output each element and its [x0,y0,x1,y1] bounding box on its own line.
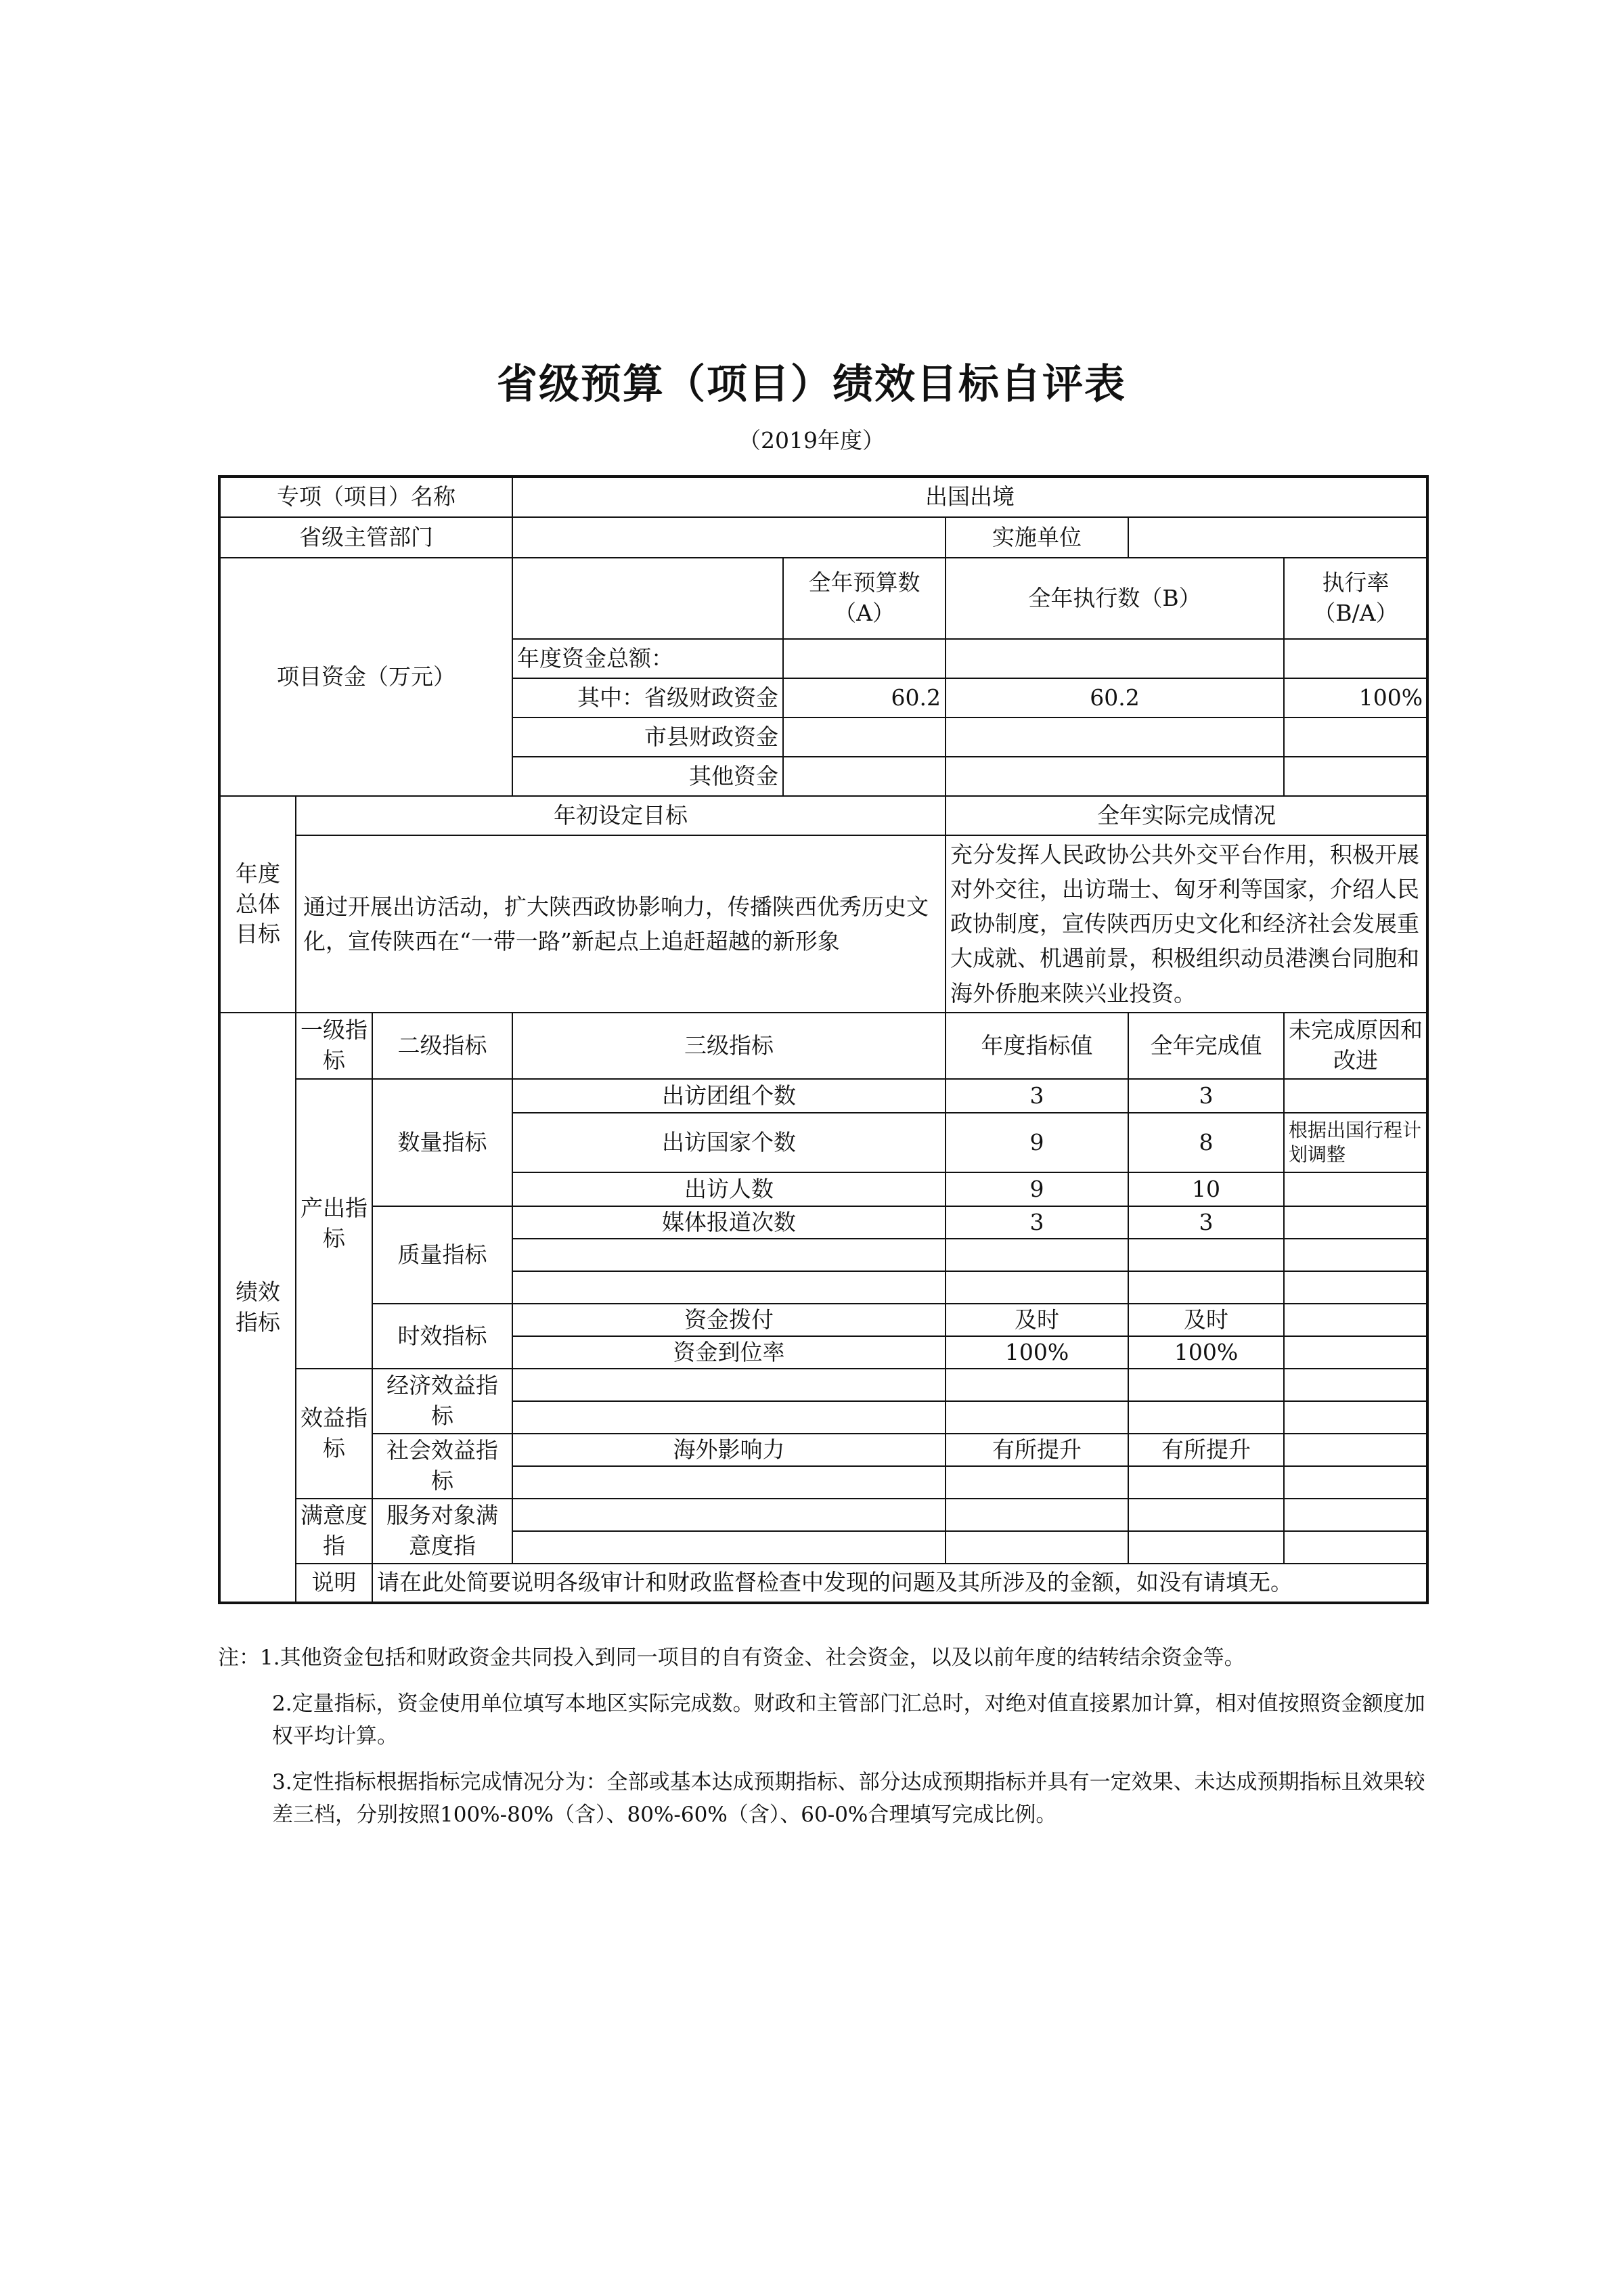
funds-row-rate[interactable]: 100% [1284,678,1427,718]
funds-row-label: 年度资金总额： [512,639,783,678]
funds-row-exec[interactable] [946,718,1284,757]
actual-header: 全年完成值 [1128,1013,1284,1079]
indicator-target[interactable] [946,1369,1128,1401]
level3-header: 三级指标 [512,1013,946,1079]
indicator-reason[interactable] [1284,1304,1427,1336]
funds-row-rate[interactable] [1284,718,1427,757]
indicator-actual[interactable]: 100% [1128,1336,1284,1369]
indicator-name [512,1239,946,1271]
indicator-target[interactable] [946,1531,1128,1564]
impl-unit-label: 实施单位 [946,517,1128,558]
col-rate-header: 执行率（B/A） [1284,558,1427,639]
funds-row-exec[interactable]: 60.2 [946,678,1284,718]
indicator-name [512,1531,946,1564]
indicator-reason[interactable] [1284,1271,1427,1304]
funds-row-exec[interactable] [946,639,1284,678]
indicator-target[interactable] [946,1271,1128,1304]
indicator-target[interactable] [946,1239,1128,1271]
col-budget-header: 全年预算数（A） [783,558,946,639]
service-satisfaction-label: 服务对象满意度指 [372,1499,512,1564]
indicator-target[interactable]: 3 [946,1206,1128,1239]
impl-unit-value[interactable] [1128,517,1427,558]
indicator-reason[interactable] [1284,1531,1427,1564]
indicator-reason[interactable] [1284,1369,1427,1401]
indicator-name [512,1271,946,1304]
reason-header: 未完成原因和改进 [1284,1013,1427,1079]
indicator-name [512,1499,946,1531]
indicator-target[interactable]: 有所提升 [946,1434,1128,1466]
footnote-1: 注：1.其他资金包括和财政资金共同投入到同一项目的自有资金、社会资金，以及以前年度的结转结余资金等。 [218,1646,1245,1670]
page-title: 省级预算（项目）绩效目标自评表 [497,361,1126,408]
indicator-actual[interactable]: 8 [1128,1113,1284,1172]
level2-header: 二级指标 [372,1013,512,1079]
dept-value[interactable] [512,517,946,558]
indicator-target[interactable]: 及时 [946,1304,1128,1336]
set-goal-header: 年初设定目标 [296,796,946,835]
timeliness-indicators-label: 时效指标 [372,1304,512,1369]
funds-row-label: 市县财政资金 [512,718,783,757]
footnotes [218,1641,1429,1845]
output-indicators-label: 产出指标 [296,1079,372,1369]
indicator-actual[interactable]: 3 [1128,1079,1284,1113]
indicator-name: 出访国家个数 [512,1113,946,1172]
footnote-2: 2.定量指标，资金使用单位填写本地区实际完成数。财政和主管部门汇总时，对绝对值直接累加计算，相对值按照资金额度加权平均计算。 [272,1692,1425,1749]
indicator-name [512,1466,946,1499]
indicator-actual[interactable]: 10 [1128,1172,1284,1206]
indicator-name: 媒体报道次数 [512,1206,946,1239]
funds-row-rate[interactable] [1284,757,1427,796]
indicator-actual[interactable]: 3 [1128,1206,1284,1239]
economic-indicators-label: 经济效益指标 [372,1369,512,1434]
indicator-actual[interactable] [1128,1239,1284,1271]
actual-goal-text[interactable]: 充分发挥人民政协公共外交平台作用，积极开展对外交往，出访瑞士、匈牙利等国家，介绍人民政协制度，宣传陕西历史文化和经济社会发展重大成就、机遇前景，积极组织动员港澳台同胞和海外侨胞来陕兴业投资。 [946,835,1427,1013]
indicator-actual[interactable]: 及时 [1128,1304,1284,1336]
evaluation-table [218,475,1429,1604]
indicator-actual[interactable]: 有所提升 [1128,1434,1284,1466]
remark-text[interactable]: 请在此处简要说明各级审计和财政监督检查中发现的问题及其所涉及的金额，如没有请填无。 [372,1564,1427,1603]
indicator-reason[interactable] [1284,1336,1427,1369]
project-name-label: 专项（项目）名称 [219,477,512,517]
report-year: （2019年度） [738,427,885,454]
indicator-actual[interactable] [1128,1369,1284,1401]
target-header: 年度指标值 [946,1013,1128,1079]
funds-row-label: 其他资金 [512,757,783,796]
satisfaction-indicators-label: 满意度指 [296,1499,372,1564]
actual-goal-header: 全年实际完成情况 [946,796,1427,835]
indicator-target[interactable]: 100% [946,1336,1128,1369]
indicator-actual[interactable] [1128,1466,1284,1499]
indicator-name: 资金到位率 [512,1336,946,1369]
indicator-target[interactable] [946,1401,1128,1434]
funds-row-exec[interactable] [946,757,1284,796]
indicator-name: 资金拨付 [512,1304,946,1336]
indicator-reason[interactable] [1284,1206,1427,1239]
indicator-reason[interactable] [1284,1466,1427,1499]
funds-row-label: 其中：省级财政资金 [512,678,783,718]
funds-header-blank [512,558,783,639]
indicator-target[interactable] [946,1499,1128,1531]
indicator-name: 出访人数 [512,1172,946,1206]
indicator-reason[interactable]: 根据出国行程计划调整 [1284,1113,1427,1172]
indicator-target[interactable] [946,1466,1128,1499]
indicator-name [512,1369,946,1401]
funds-row-rate[interactable] [1284,639,1427,678]
indicator-name [512,1401,946,1434]
indicator-name: 出访团组个数 [512,1079,946,1113]
funds-label: 项目资金（万元） [219,558,512,796]
funds-row-budget[interactable]: 60.2 [783,678,946,718]
indicator-reason[interactable] [1284,1079,1427,1113]
indicator-actual[interactable] [1128,1531,1284,1564]
quality-indicators-label: 质量指标 [372,1206,512,1304]
indicator-actual[interactable] [1128,1271,1284,1304]
perf-indicators-label: 绩效指标 [219,1013,296,1603]
indicator-actual[interactable] [1128,1499,1284,1531]
annual-goals-label: 年度总体目标 [219,796,296,1013]
indicator-reason[interactable] [1284,1401,1427,1434]
indicator-reason[interactable] [1284,1239,1427,1271]
set-goal-text[interactable]: 通过开展出访活动，扩大陕西政协影响力，传播陕西优秀历史文化，宣传陕西在“一带一路”新起点上追赶超越的新形象 [296,835,946,1013]
indicator-reason[interactable] [1284,1434,1427,1466]
social-indicators-label: 社会效益指标 [372,1434,512,1499]
indicator-target[interactable]: 9 [946,1172,1128,1206]
footnote-3: 3.定性指标根据指标完成情况分为：全部或基本达成预期指标、部分达成预期指标并具有一定效果、未达成预期指标且效果较差三档，分别按照100%-80%（含）、80%-60%（含）、60-0%合理填写完成比例。 [272,1770,1425,1828]
indicator-target[interactable]: 9 [946,1113,1128,1172]
level1-header: 一级指标 [296,1013,372,1079]
indicator-actual[interactable] [1128,1401,1284,1434]
indicator-name: 海外影响力 [512,1434,946,1466]
project-name-value[interactable]: 出国出境 [512,477,1427,517]
effect-indicators-label: 效益指标 [296,1369,372,1499]
indicator-target[interactable]: 3 [946,1079,1128,1113]
funds-row-budget[interactable] [783,639,946,678]
indicator-reason[interactable] [1284,1172,1427,1206]
col-exec-header: 全年执行数（B） [946,558,1284,639]
quantity-indicators-label: 数量指标 [372,1079,512,1206]
funds-row-budget[interactable] [783,718,946,757]
dept-label: 省级主管部门 [219,517,512,558]
remark-label: 说明 [296,1564,372,1603]
funds-row-budget[interactable] [783,757,946,796]
indicator-reason[interactable] [1284,1499,1427,1531]
